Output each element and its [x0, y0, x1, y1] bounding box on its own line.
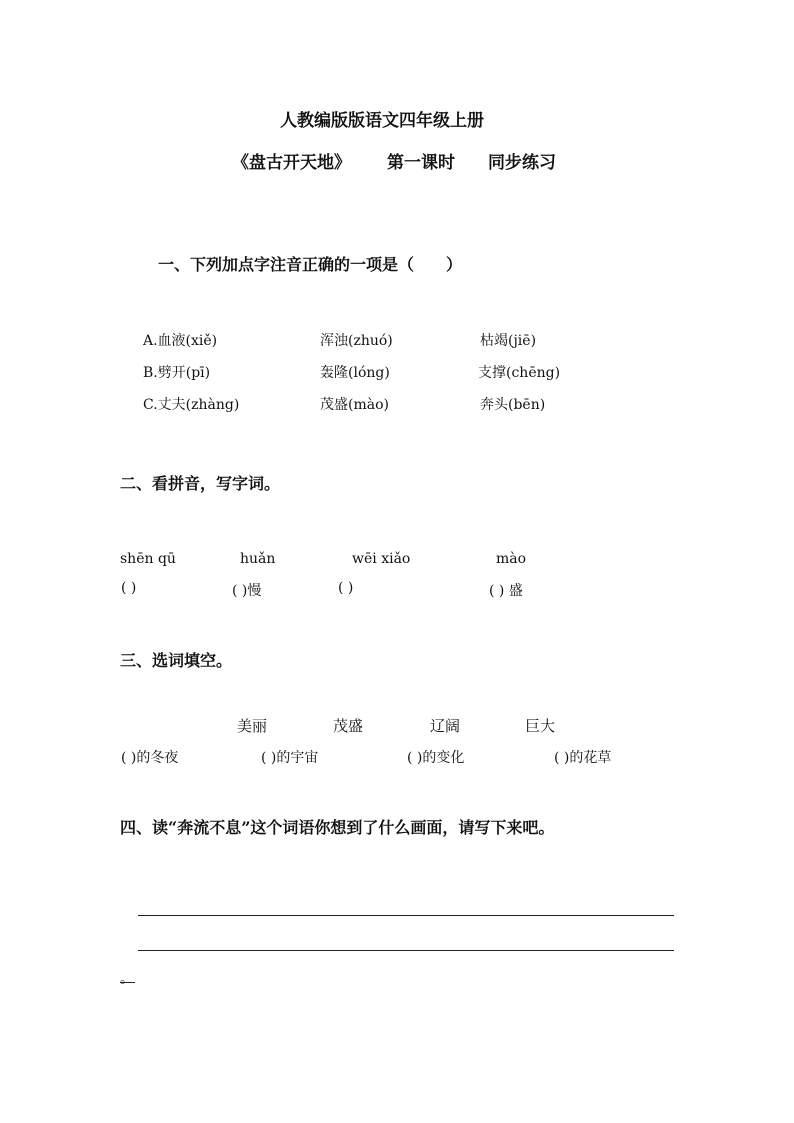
pinyin-2: huǎn	[240, 551, 276, 567]
option-c-item-2: 茂盛(mào)	[320, 397, 389, 413]
lesson-title: 《盘古开天地》	[232, 153, 351, 173]
word-choice-4: 巨大	[525, 717, 556, 735]
answer-blank-1[interactable]: ( )	[121, 580, 137, 596]
option-a-item-3: 枯竭(jiē)	[480, 333, 537, 349]
writing-line-2[interactable]	[138, 950, 674, 951]
exercise-type: 同步练习	[488, 153, 556, 173]
question-4-heading: 四、读“奔流不息”这个词语你想到了什么画面，请写下来吧。	[120, 818, 555, 837]
answer-blank-4[interactable]: ( ) 盛	[489, 583, 523, 599]
fill-blank-4[interactable]: ( )的花草	[554, 750, 612, 766]
option-b-item-1: B.劈开(pī)	[143, 365, 211, 381]
option-a-item-2: 浑浊(zhuó)	[320, 333, 393, 349]
option-b-item-3: 支撑(chēng)	[478, 365, 561, 381]
fill-blank-1[interactable]: ( )的冬夜	[121, 750, 179, 766]
word-choice-1: 美丽	[237, 717, 268, 735]
pinyin-1: shēn qū	[120, 551, 176, 567]
pinyin-3: wēi xiǎo	[352, 551, 411, 567]
question-3-heading: 三、选词填空。	[120, 651, 233, 670]
answer-blank-2[interactable]: ( )慢	[232, 583, 262, 599]
fill-blank-3[interactable]: ( )的变化	[407, 750, 465, 766]
writing-line-1[interactable]	[138, 915, 674, 916]
word-choice-3: 辽阔	[430, 717, 461, 735]
question-1-heading: 一、下列加点字注音正确的一项是（ ）	[158, 255, 463, 274]
option-a-item-1: A.血液(xiě)	[143, 333, 218, 349]
answer-blank-3[interactable]: ( )	[338, 580, 354, 596]
lesson-period: 第一课时	[387, 153, 455, 173]
end-period-mark: 。	[120, 971, 134, 987]
word-choice-2: 茂盛	[333, 717, 364, 735]
option-c-item-3: 奔头(bēn)	[480, 397, 546, 413]
option-b-item-2: 轰隆(lóng)	[320, 365, 390, 381]
option-c-item-1: C.丈夫(zhàng)	[143, 397, 240, 413]
fill-blank-2[interactable]: ( )的宇宙	[261, 750, 319, 766]
worksheet-title: 人教编版版语文四年级上册	[280, 111, 484, 131]
question-2-heading: 二、看拼音，写字词。	[120, 474, 281, 493]
pinyin-4: mào	[496, 551, 527, 567]
end-underline	[120, 982, 135, 983]
